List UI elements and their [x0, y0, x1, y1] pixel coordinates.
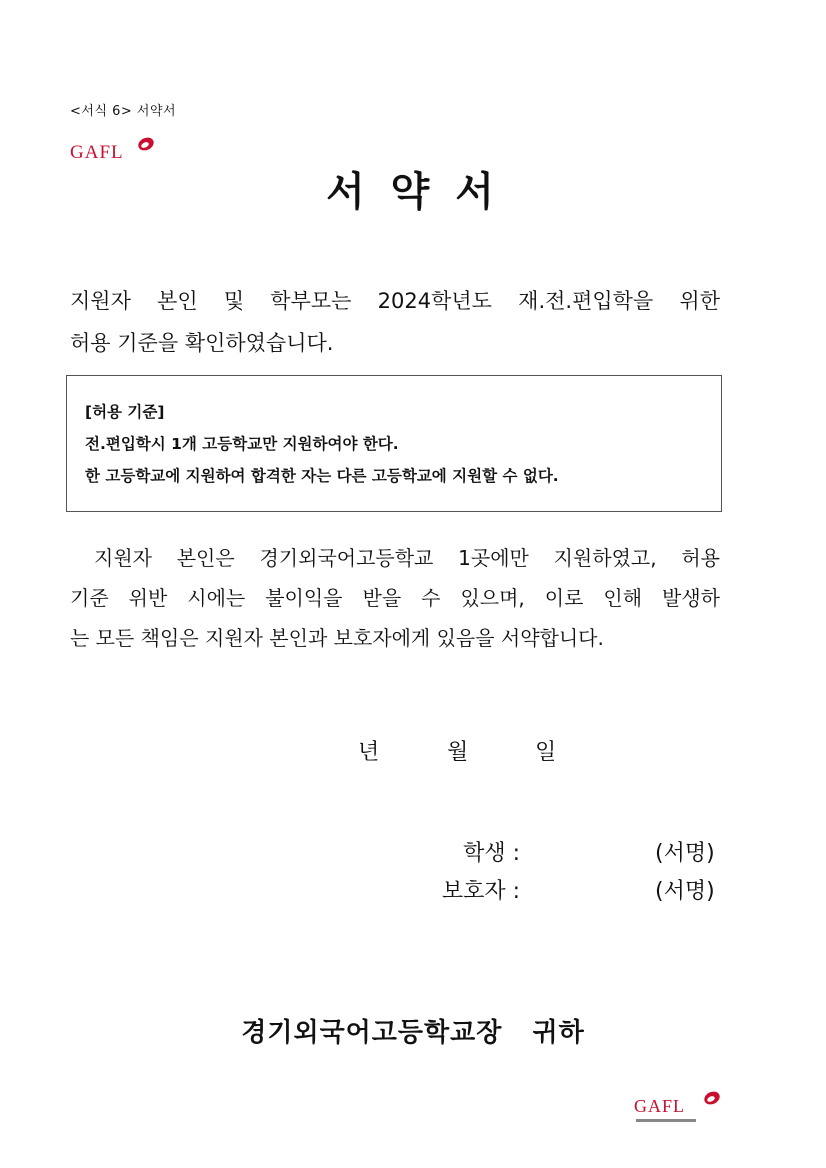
pledge-line-1: 지원자 본인은 경기외국어고등학교 1곳에만 지원하였고, 허용 — [94, 546, 720, 570]
student-sign-field: (서명) — [655, 841, 715, 866]
intro-line-2: 허용 기준을 확인하였습니다. — [70, 331, 334, 355]
pledge-line-2: 기준 위반 시에는 불이익을 받을 수 있으며, 이로 인해 발생하 — [70, 586, 720, 610]
student-sign-label: 학생 : — [463, 841, 520, 866]
recipient-line: 경기외국어고등학교장 귀하 — [241, 1018, 585, 1048]
intro-line-1: 지원자 본인 및 학부모는 2024학년도 재.전.편입학을 위한 — [70, 289, 720, 313]
date-day: 일 — [535, 740, 557, 765]
logo-text: GAFL — [70, 142, 124, 163]
date-month: 월 — [447, 740, 469, 765]
pledge-paragraph — [70, 538, 720, 658]
intro-paragraph — [70, 280, 720, 364]
logo-footer-text: GAFL — [634, 1096, 686, 1116]
school-logo-footer — [632, 1090, 727, 1132]
pledge-line-3: 는 모든 책임은 지원자 본인과 보호자에게 있음을 서약합니다. — [70, 626, 604, 650]
date-year: 년 — [358, 740, 380, 765]
criteria-line-2: 한 고등학교에 지원하여 합격한 자는 다른 고등학교에 지원할 수 없다. — [85, 467, 559, 485]
guardian-sign-label: 보호자 : — [441, 879, 520, 904]
guardian-sign-field: (서명) — [655, 879, 715, 904]
form-label: <서식 6> 서약서 — [70, 104, 177, 119]
criteria-box — [66, 375, 722, 512]
document-title: 서 약 서 — [326, 169, 500, 215]
criteria-heading: [허용 기준] — [85, 403, 165, 421]
criteria-line-1: 전.편입학시 1개 고등학교만 지원하여야 한다. — [85, 435, 399, 453]
